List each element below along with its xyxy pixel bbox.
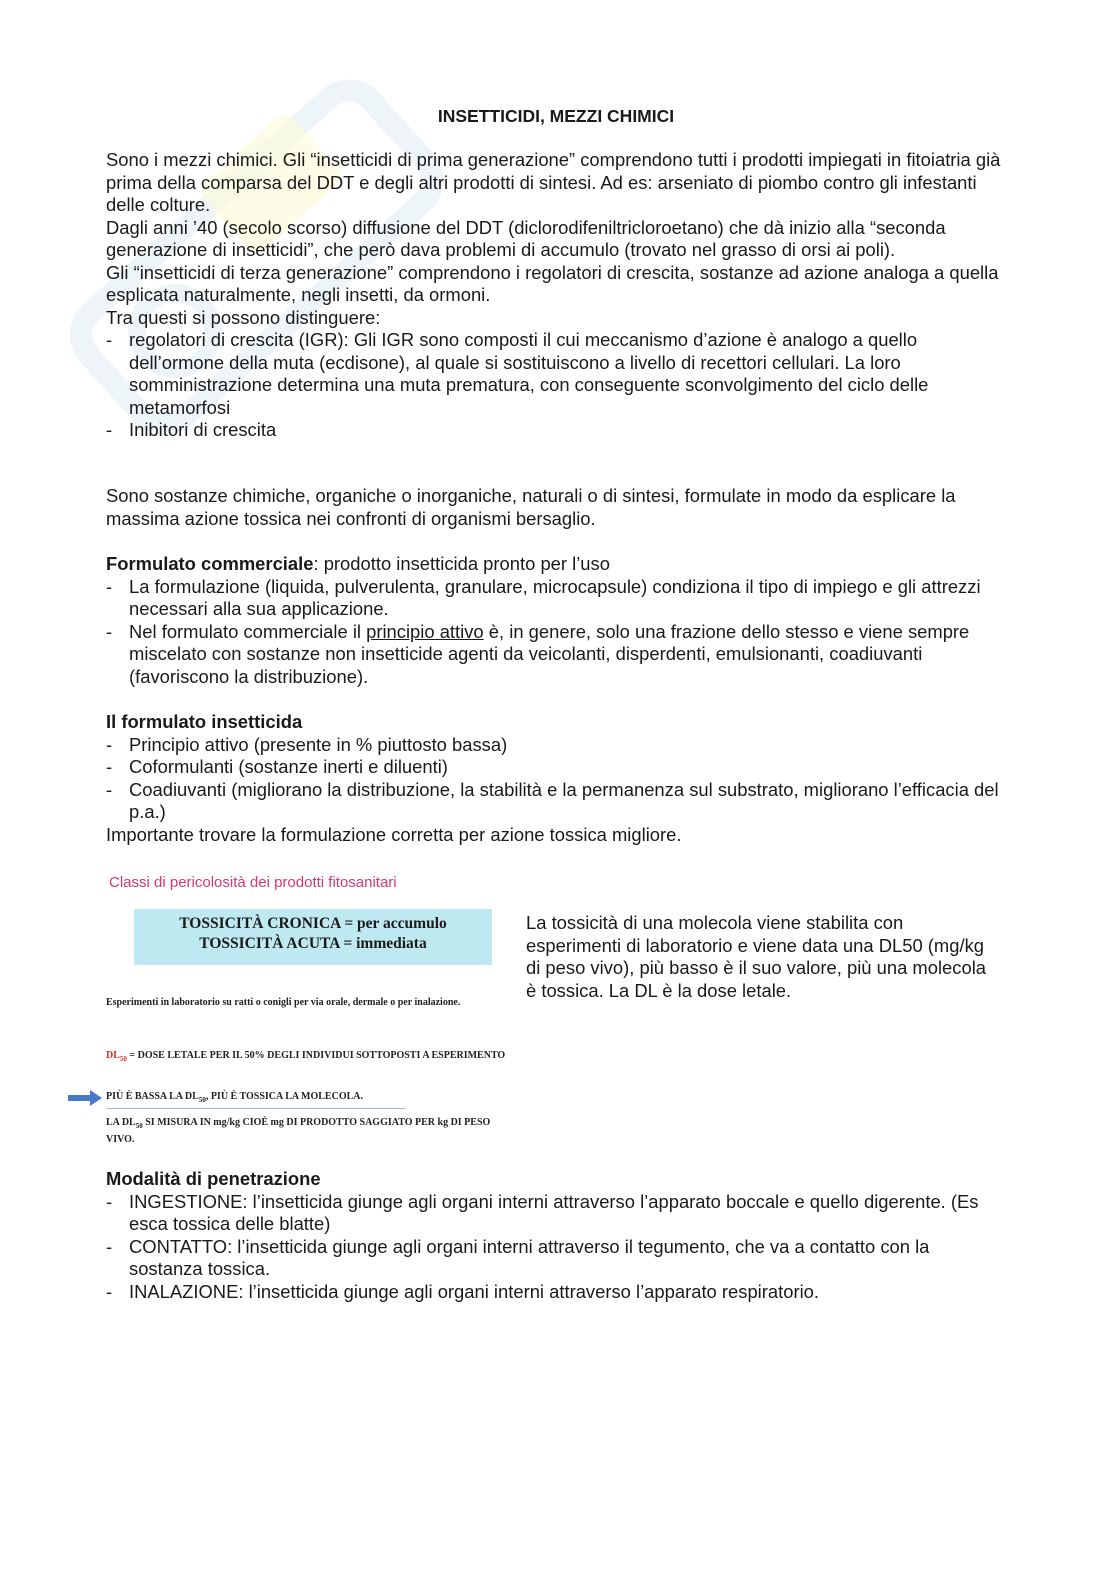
intro-paragraph: Tra questi si possono distinguere: (106, 306, 381, 328)
list-item: - INALAZIONE: l’insetticida giunge agli organi interni attraverso l’apparato respiratorio. (106, 1281, 1006, 1304)
formulato-list (106, 576, 1006, 689)
intro-paragraph: Sono i mezzi chimici. Gli “insetticidi di prima generazione” comprendono tutti i prodotti impiegati in fitoiatria già prima della comparsa del DDT e degli altri prodotti di sintesi. Ad es: arseniato di piombo contro gli infestanti delle colture. (106, 149, 1001, 215)
heading-description: : prodotto insetticida pronto per l’uso (313, 553, 610, 574)
formulato-commerciale-section (106, 553, 1006, 688)
toxicity-classes-box (134, 909, 492, 965)
intro-section (106, 149, 1006, 442)
list-item: - Inibitori di crescita (106, 419, 1006, 442)
figure-title: Classi di pericolosità dei prodotti fitosanitari (109, 874, 397, 891)
dl50-unit-note: LA $DL_{50}$ SI MISURA IN mg/kg CIOÈ mg DI PRODOTTO SAGGIATO PER kg DI PESO VIVO. (106, 1117, 491, 1145)
formulato-insetticida-section (106, 711, 1006, 846)
section-heading: Il formulato insetticida (106, 711, 303, 732)
section-heading: Formulato commerciale (106, 553, 314, 574)
toxicity-explanation: La tossicità di una molecola viene stabilita con esperimenti di laboratorio e viene data una DL50 (mg/kg di peso vivo), più basso è il suo valore, più una molecola è tossica. La DL è la dose letale. (526, 912, 987, 1001)
section-heading: Modalità di penetrazione (106, 1168, 321, 1189)
list-item: - CONTATTO: l’insetticida giunge agli organi interni attraverso il tegumento, che va a contatto con la sostanza tossica. (106, 1236, 1006, 1281)
principio-attivo-term: principio attivo (366, 620, 484, 642)
penetrazione-list (106, 1191, 1006, 1304)
arrow-right-icon (68, 1090, 102, 1106)
acute-toxicity-label: TOSSICITÀ ACUTA = immediata (199, 935, 427, 952)
list-item: - Nel formulato commerciale il principio attivo è, in genere, solo una frazione dello stesso e viene sempre miscelato con sostanze non insetticide agenti da veicolanti, disperdenti, emulsionanti, coadiuvanti (favoriscono la distribuzione). (106, 621, 1006, 689)
list-item: - INGESTIONE: l’insetticida giunge agli organi interni attraverso l’apparato boccale e quello digerente. (Es esca tossica delle blatte) (106, 1191, 1006, 1236)
dl50-definition: $DL_{50}$ = DOSE LETALE PER IL 50% DEGLI INDIVIDUI SOTTOPOSTI A ESPERIMENTO (106, 1050, 506, 1063)
insetticida-note: Importante trovare la formulazione corretta per azione tossica migliore. (106, 823, 682, 845)
toxicity-figure (106, 868, 506, 1148)
igr-list (106, 329, 1006, 442)
divider (106, 1108, 406, 1109)
intro-paragraph: Dagli anni ’40 (secolo scorso) diffusione del DDT (diclorodifeniltricloroetano) che dà inizio alla “seconda generazione di insetticidi”, che però dava problemi di accumulo (trovato nel grasso di orsi ai poli). (106, 216, 946, 260)
chronic-toxicity-label: TOSSICITÀ CRONICA = per accumulo (179, 915, 447, 932)
page-title: INSETTICIDI, MEZZI CHIMICI (437, 106, 675, 126)
list-item: - Principio attivo (presente in % piuttosto bassa) (106, 734, 1006, 757)
dl50-lower-note: PIÙ È BASSA LA $DL_{50}$, PIÙ È TOSSICA LA MOLECOLA. (106, 1091, 363, 1104)
experiment-note: Esperimenti in laboratorio su ratti o conigli per via orale, dermale o per inalazione. (106, 997, 461, 1008)
insetticida-list (106, 734, 1006, 824)
list-item: - Coformulanti (sostanze inerti e diluenti) (106, 756, 1006, 779)
penetrazione-section (106, 1168, 1006, 1303)
list-item: - regolatori di crescita (IGR): Gli IGR sono composti il cui meccanismo d’azione è analogo a quello dell’ormone della muta (ecdisone), al quale si sostituiscono a livello di recettori cellulari. La loro somministrazione determina una muta prematura, con conseguente sconvolgimento del ciclo delle metamorfosi (106, 329, 1006, 419)
list-item: - La formulazione (liquida, pulverulenta, granulare, microcapsule) condiziona il tipo di impiego e gli attrezzi necessari alla sua applicazione. (106, 576, 1006, 621)
definition-section (106, 485, 1006, 530)
list-item: - Coadiuvanti (migliorano la distribuzione, la stabilità e la permanenza sul substrato, migliorano l’efficacia del p.a.) (106, 779, 1006, 824)
intro-paragraph: Gli “insetticidi di terza generazione” comprendono i regolatori di crescita, sostanze ad azione analoga a quella esplicata naturalmente, negli insetti, da ormoni. (106, 261, 999, 305)
definition-paragraph: Sono sostanze chimiche, organiche o inorganiche, naturali o di sintesi, formulate in modo da esplicare la massima azione tossica nei confronti di organismi bersaglio. (106, 485, 956, 529)
